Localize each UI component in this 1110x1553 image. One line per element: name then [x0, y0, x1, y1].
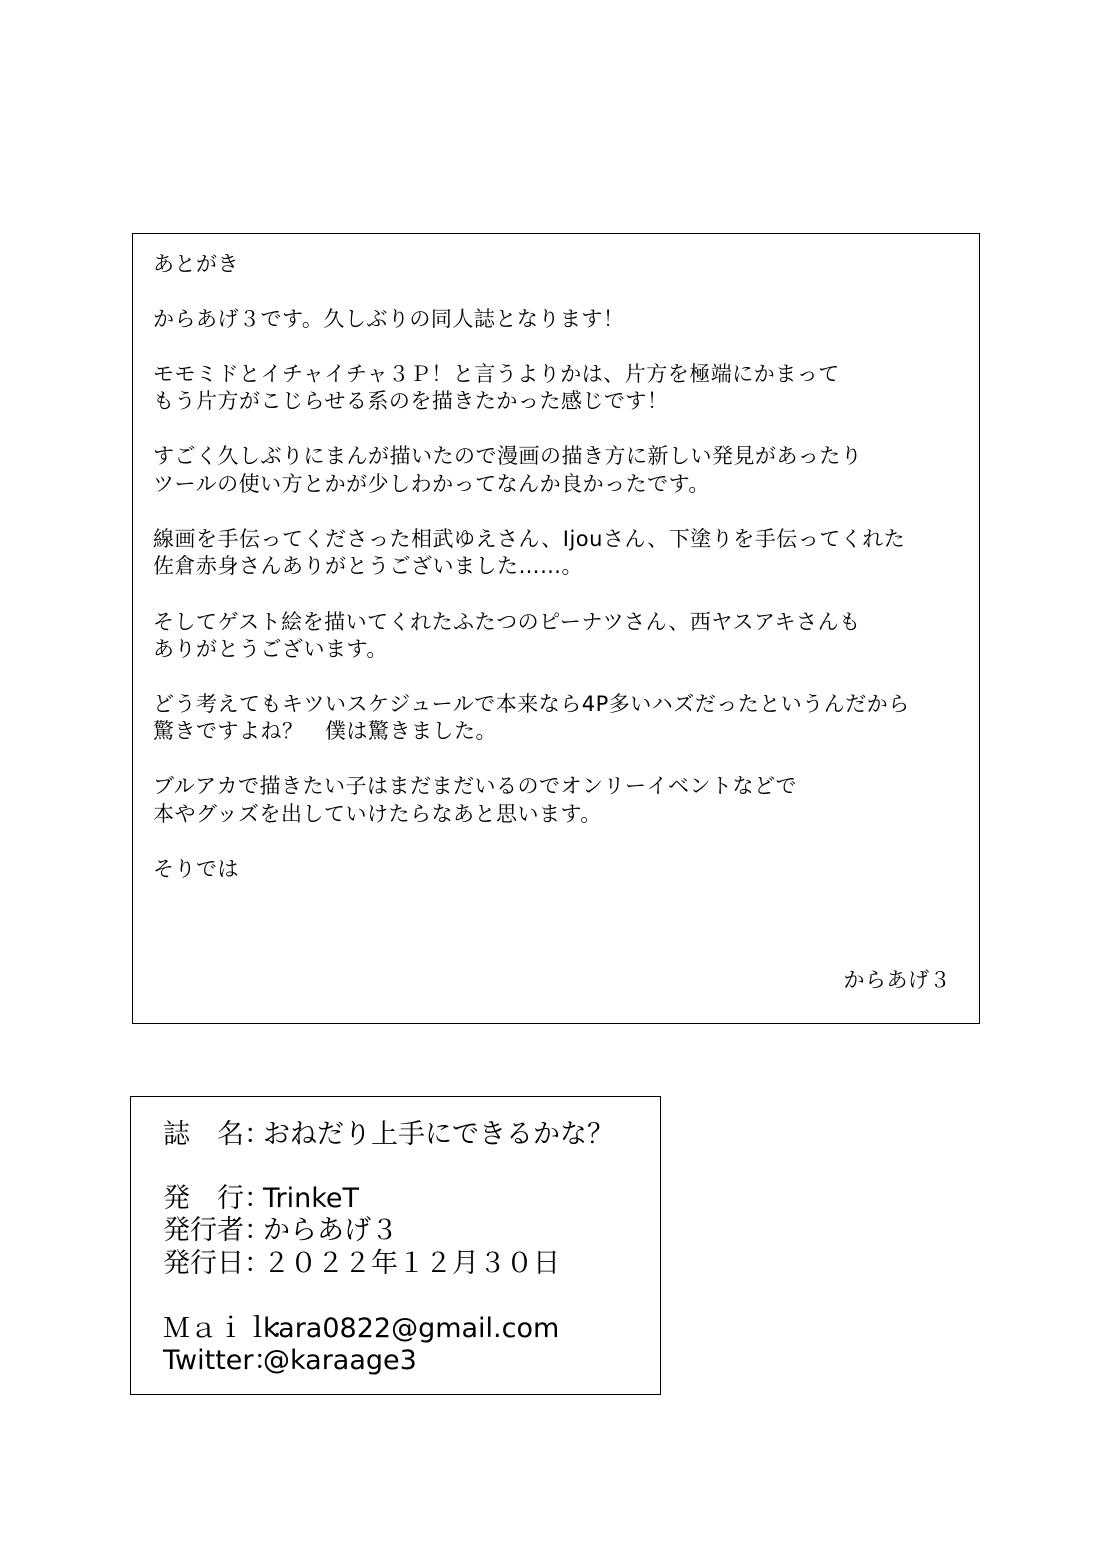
afterword-heading: あとがき [153, 252, 239, 276]
afterword-line: ツールの使い方とかが少しわかってなんか良かったです。 [153, 472, 710, 496]
afterword-line: もう片方がこじらせる系のを描きたかった感じです！ [153, 389, 669, 413]
afterword-line: からあげ３です。久しぶりの同人誌となります！ [153, 307, 625, 331]
colophon-title-value: おねだり上手にできるかな？ [263, 1119, 614, 1150]
colophon-title-row [163, 1119, 614, 1151]
afterword-box [132, 233, 980, 1024]
colophon-title-label: 誌 名： [163, 1119, 271, 1150]
colophon-issuer-row [163, 1215, 398, 1247]
afterword-line: ありがとうございます。 [153, 637, 388, 661]
afterword-line: そしてゲスト絵を描いてくれたふたつのピーナツさん、西ヤスアキさんも [153, 610, 861, 634]
afterword-line: 線画を手伝ってくださった相武ゆえさん、Ijouさん、下塗りを手伝ってくれた [153, 527, 906, 551]
colophon-box [130, 1096, 661, 1395]
colophon-publisher-label: 発 行： [163, 1183, 271, 1214]
colophon-issuer-label: 発行者： [163, 1215, 271, 1246]
colophon-date-row [163, 1248, 560, 1280]
afterword-line: ブルアカで描きたい子はまだまだいるのでオンリーイベントなどで [153, 774, 797, 798]
colophon-mail-row [163, 1313, 559, 1345]
colophon-date-label: 発行日： [163, 1248, 271, 1279]
afterword-line: 佐倉赤身さんありがとうございました……。 [153, 554, 583, 578]
afterword-line: すごく久しぶりにまんが描いたので漫画の描き方に新しい発見があったり [153, 444, 863, 468]
afterword-line: どう考えてもキツいスケジュールで本来なら4P多いハズだったというんだから [153, 692, 910, 716]
colophon-mail-value[interactable]: kara0822@gmail.com [263, 1313, 560, 1344]
afterword-line: 本やグッズを出していけたらなあと思います。 [153, 802, 602, 826]
afterword-signature: からあげ３ [843, 968, 951, 992]
colophon-issuer-value: からあげ３ [263, 1215, 398, 1246]
colophon-date-value: ２０２２年１２月３０日 [263, 1248, 560, 1279]
afterword-closing: そりでは [153, 857, 239, 881]
colophon-twitter-value[interactable]: @karaage3 [263, 1345, 417, 1376]
colophon-mail-label: Ｍａｉｌ： [163, 1313, 298, 1344]
afterword-line: モモミドとイチャイチャ３Ｐ！と言うよりかは、片方を極端にかまって [153, 362, 840, 386]
colophon-twitter-label: Twitter： [163, 1345, 281, 1376]
afterword-line: 驚きですよね？ 僕は驚きました。 [153, 719, 497, 743]
colophon-publisher-value: TrinkeT [263, 1183, 360, 1214]
colophon-twitter-row [163, 1345, 417, 1377]
colophon-publisher-row [163, 1183, 359, 1215]
